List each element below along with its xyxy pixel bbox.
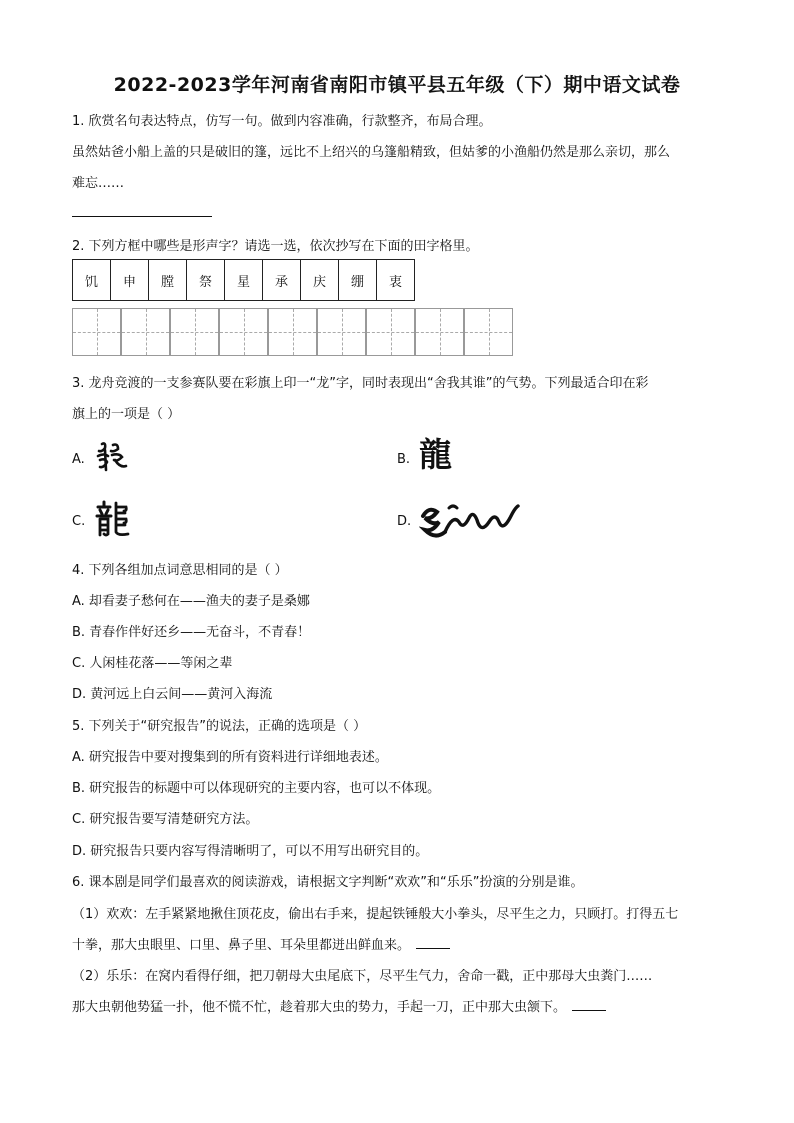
q3-option-d-label: D. [397,514,412,529]
q6-answer-blank-1[interactable] [416,936,450,949]
tianzige-cell[interactable] [317,308,366,356]
q4-option-b: B. 青春作伴好还乡——无奋斗，不青春！ [72,625,311,640]
q1-stem: 1. 欣赏名句表达特点，仿写一句。做到内容准确，行款整齐，布局合理。 [72,114,492,129]
char-cell: 衷 [377,260,415,301]
q2-character-table [72,259,415,301]
q6-answer-blank-2[interactable] [572,998,606,1011]
q4-stem: 4. 下列各组加点词意思相同的是（ ） [72,563,288,578]
dragon-wild-cursive-image [419,500,521,544]
tianzige-cell[interactable] [464,308,513,356]
tianzige-cell[interactable] [268,308,317,356]
dragon-cursive-image [96,440,128,474]
tianzige-cell[interactable] [366,308,415,356]
q6-part1-line2: 十拳，那大虫眼里、口里、鼻子里、耳朵里都迸出鲜血来。 [72,934,450,953]
char-cell: 星 [225,260,263,301]
char-cell: 绷 [339,260,377,301]
char-cell: 承 [263,260,301,301]
page-title: 2022-2023学年河南省南阳市镇平县五年级（下）期中语文试卷 [113,74,681,96]
q3-stem-line1: 3. 龙舟竞渡的一支参赛队要在彩旗上印一“龙”字，同时表现出“舍我其谁”的气势。下列最适合印在彩 [72,376,649,391]
q3-option-a-label: A. [72,452,85,467]
tianzige-cell[interactable] [72,308,121,356]
char-cell: 饥 [73,260,111,301]
q6-part2-line1: （2）乐乐：在窝内看得仔细，把刀朝母大虫尾底下，尽平生气力，舍命一戳，正中那母大虫粪门…… [72,969,653,984]
dragon-clerical-image [94,498,132,538]
q5-option-d: D. 研究报告只要内容写得清晰明了，可以不用写出研究目的。 [72,844,429,859]
tianzige-cell[interactable] [219,308,268,356]
tianzige-cell[interactable] [170,308,219,356]
tianzige-cell[interactable] [121,308,170,356]
q5-stem: 5. 下列关于“研究报告”的说法，正确的选项是（ ） [72,719,367,734]
q3-option-b-label: B. [397,452,411,467]
q3-stem-line2: 旗上的一项是（ ） [72,407,181,422]
q4-option-a: A. 却看妻子愁何在——渔夫的妻子是桑娜 [72,594,310,609]
q3-option-c-label: C. [72,514,86,529]
q4-option-d: D. 黄河远上白云间——黄河入海流 [72,687,273,702]
q5-option-a: A. 研究报告中要对搜集到的所有资料进行详细地表述。 [72,750,388,765]
q5-option-c: C. 研究报告要写清楚研究方法。 [72,812,259,827]
q6-part2-line2: 那大虫朝他势猛一扑，他不慌不忙，趁着那大虫的势力，手起一刀，正中那大虫颔下。 [72,996,606,1015]
char-cell: 庆 [301,260,339,301]
q6-part1-line1: （1）欢欢：左手紧紧地揪住顶花皮，偷出右手来，提起铁锤般大小拳头，尽平生之力，只顾打。打得五七 [72,907,679,922]
q5-option-b: B. 研究报告的标题中可以体现研究的主要内容，也可以不体现。 [72,781,441,796]
q2-stem: 2. 下列方框中哪些是形声字？请选一选，依次抄写在下面的田字格里。 [72,239,479,254]
char-cell: 申 [111,260,149,301]
tianzige-cell[interactable] [415,308,464,356]
tianzige-grid[interactable] [72,308,513,356]
q4-option-c: C. 人闲桂花落——等闲之辈 [72,656,233,671]
q6-stem: 6. 课本剧是同学们最喜欢的阅读游戏，请根据文字判断“欢欢”和“乐乐”扮演的分别是谁。 [72,875,584,890]
char-cell: 祭 [187,260,225,301]
q1-text-line2: 难忘…… [72,176,125,191]
char-cell: 膛 [149,260,187,301]
q1-answer-line[interactable] [72,216,212,217]
dragon-regular-glyph: 龍 [419,435,452,474]
q1-text-line1: 虽然姑爸小船上盖的只是破旧的篷，远比不上绍兴的乌篷船精致，但姑爹的小渔船仍然是那么亲切，那么 [72,145,671,160]
